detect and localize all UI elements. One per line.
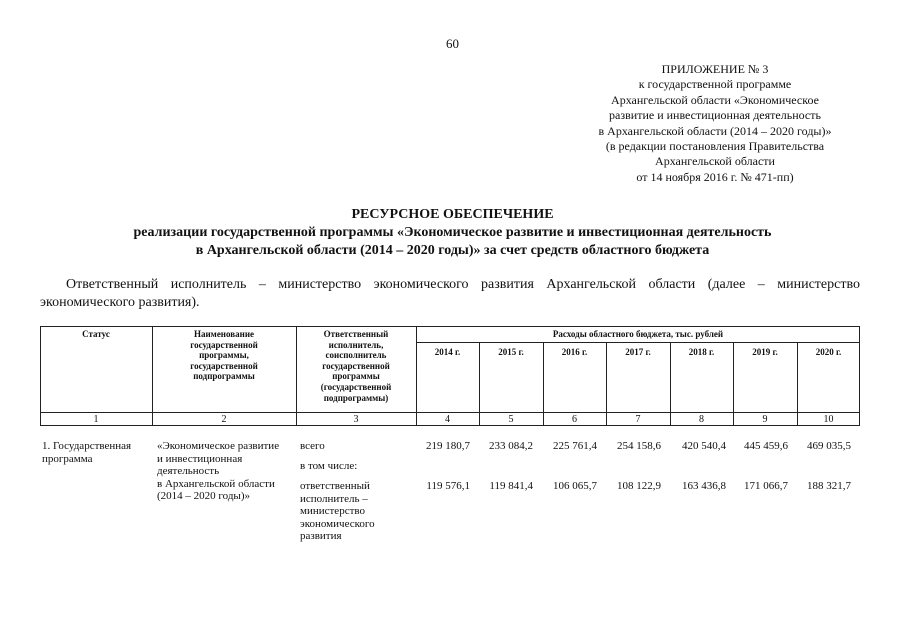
header-year: 2019 г. [752, 347, 778, 357]
title-line: в Архангельской области (2014 – 2020 годы)» за счет средств областного бюджета [195, 243, 710, 258]
responsible-paragraph [40, 276, 860, 312]
table-border [40, 425, 860, 426]
header-line: Наименование [194, 329, 254, 339]
table-border [40, 326, 860, 327]
body-line: ответственный [300, 480, 370, 492]
column-number: 7 [635, 414, 641, 425]
header-line: подпрограммы [193, 371, 255, 382]
header-line: (государственной [320, 381, 392, 392]
value-cell: 119 576,1 [426, 480, 470, 492]
appendix-header [560, 62, 870, 185]
header-name [152, 329, 296, 382]
appendix-line: (в редакции постановления Правительства [605, 139, 825, 154]
header-expenses: Расходы областного бюджета, тыс. рублей [552, 329, 724, 339]
table-border [859, 326, 860, 426]
header-executor [296, 329, 416, 403]
header-line: соисполнитель [325, 350, 387, 361]
resource-table-header [40, 326, 860, 426]
header-line: подпрограммы) [323, 392, 389, 403]
column-number: 6 [572, 414, 577, 425]
responsible-line: Ответственный исполнитель – министерство экономического развития Архангельской области (далее – министерство [66, 277, 860, 292]
body-line: (2014 – 2020 годы)» [157, 490, 250, 503]
value-cell: 469 035,5 [807, 440, 851, 452]
page-number: 60 [446, 36, 459, 51]
header-year: 2017 г. [625, 347, 651, 357]
header-line: исполнитель, [328, 339, 384, 350]
value-cell: 171 066,7 [744, 480, 788, 492]
column-number: 5 [508, 414, 514, 425]
header-status: Статус [82, 329, 110, 339]
header-year: 2020 г. [815, 347, 842, 357]
body-line: развития [300, 530, 342, 543]
header-line: программы, [199, 350, 249, 361]
table-border [416, 342, 860, 343]
appendix-line: в Архангельской области (2014 – 2020 годы)» [598, 123, 832, 138]
row-executor-label [300, 480, 410, 543]
row-total-label: всего [300, 440, 325, 452]
header-line: государственной [190, 339, 258, 350]
body-program-name [157, 440, 302, 503]
value-cell: 445 459,6 [744, 440, 788, 452]
appendix-line: Архангельской области «Экономическое [611, 92, 819, 107]
body-line: в Архангельской области [157, 477, 275, 490]
body-line: экономического [300, 517, 375, 530]
value-cell: 254 158,6 [617, 440, 661, 452]
body-line: и инвестиционная [157, 452, 243, 465]
document-title [40, 206, 865, 260]
value-cell: 163 436,8 [682, 480, 726, 492]
column-number: 9 [762, 414, 768, 425]
column-number: 3 [353, 414, 359, 425]
value-cell: 233 084,2 [489, 440, 533, 452]
including-label: в том числе: [300, 460, 358, 472]
header-year: 2016 г. [561, 347, 588, 357]
value-cell: 106 065,7 [553, 480, 597, 492]
column-number: 4 [445, 414, 450, 425]
table-border [40, 326, 41, 426]
header-line: государственной [322, 360, 390, 371]
header-line: Ответственный [323, 329, 389, 339]
column-number: 1 [93, 414, 99, 425]
value-cell: 225 761,4 [553, 440, 597, 452]
value-cell: 219 180,7 [426, 440, 470, 452]
column-number: 2 [221, 414, 227, 425]
header-year: 2014 г. [434, 347, 461, 357]
value-cell: 188 321,7 [807, 480, 851, 492]
body-line: «Экономическое развитие [157, 440, 280, 452]
table-border [416, 326, 417, 426]
appendix-line: от 14 ноября 2016 г. № 471-пп) [636, 169, 794, 184]
header-line: государственной [190, 360, 258, 371]
table-border [40, 412, 860, 413]
body-status [42, 440, 152, 465]
appendix-line: к государственной программе [638, 77, 792, 92]
value-cell: 119 841,4 [489, 480, 533, 492]
value-cell: 420 540,4 [682, 440, 726, 452]
body-line: 1. Государственная [42, 440, 132, 452]
header-year: 2015 г. [498, 347, 524, 357]
column-number: 10 [823, 414, 834, 425]
appendix-line: Архангельской области [655, 154, 775, 169]
header-line: программы [332, 371, 380, 382]
appendix-line: развитие и инвестиционная деятельность [609, 108, 821, 123]
appendix-line: ПРИЛОЖЕНИЕ № 3 [661, 62, 769, 76]
body-line: деятельность [157, 465, 220, 478]
title-line: РЕСУРСНОЕ ОБЕСПЕЧЕНИЕ [351, 207, 554, 222]
body-line: министерство [300, 505, 366, 518]
body-line: программа [42, 452, 93, 465]
body-line: исполнитель – [300, 492, 368, 505]
header-year: 2018 г. [688, 347, 715, 357]
value-cell: 108 122,9 [617, 480, 661, 492]
responsible-line: экономического развития). [40, 295, 200, 310]
column-number: 8 [699, 414, 704, 425]
title-line: реализации государственной программы «Экономическое развитие и инвестиционная деятельность [133, 225, 772, 240]
